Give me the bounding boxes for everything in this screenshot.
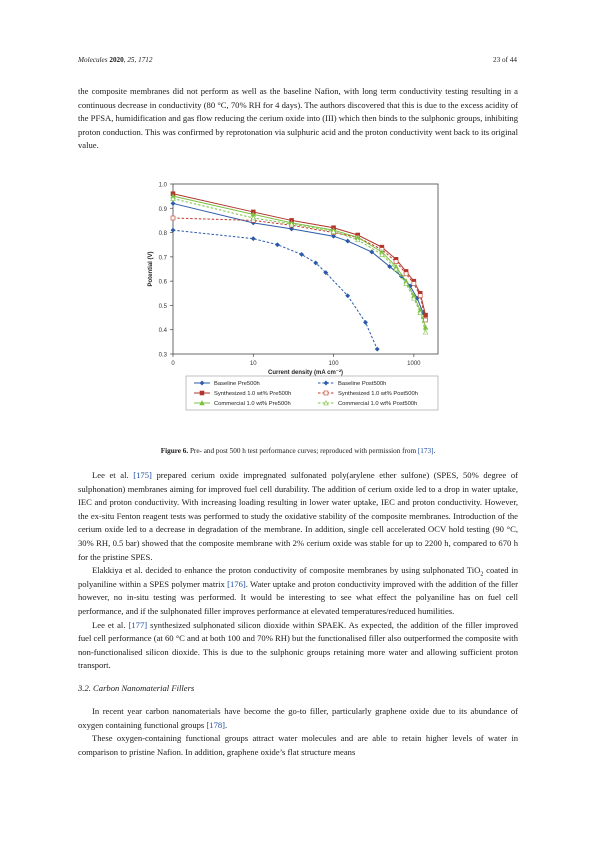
paragraph-carbon-2: These oxygen-containing functional groups attract water molecules and are able to retain higher levels of water in comparison to pristine Nafion. In addition, graphene oxide’s flat structure means bbox=[78, 733, 518, 757]
ref-link-175[interactable]: [175] bbox=[133, 470, 152, 480]
point-synthesized-1-0-wt-post500h bbox=[394, 260, 398, 264]
journal-volume: , 25, 1712 bbox=[123, 56, 153, 64]
paragraph-lee-177 bbox=[78, 619, 518, 673]
paragraph-carbon-1 bbox=[78, 705, 518, 732]
paragraph-continuation bbox=[78, 85, 518, 153]
ref-link-178[interactable]: [178] bbox=[206, 719, 226, 730]
x-axis-label: Current density (mA cm⁻²) bbox=[268, 370, 343, 376]
caption-ref-link[interactable]: [173] bbox=[417, 447, 434, 455]
point-synthesized-1-0-wt-post500h bbox=[412, 282, 416, 286]
y-tick-label: 1.0 bbox=[158, 182, 167, 189]
point-synthesized-1-0-wt-post500h bbox=[418, 294, 422, 298]
x-tick-label: 10 bbox=[249, 361, 257, 367]
legend-label-synthesized-1-0-wt-post500h: Synthesized 1.0 wt% Post500h bbox=[338, 391, 418, 398]
legend-label-commercial-1-0-wt-pre500h: Commercial 1.0 wt% Pre500h bbox=[214, 401, 291, 408]
y-tick-label: 0.7 bbox=[158, 255, 167, 262]
text-run: Lee et al. bbox=[92, 470, 134, 480]
text-run: In recent year carbon nanomaterials have become the go-to filler, particularly graphene oxide due to its abundance of oxygen containing functional groups bbox=[78, 706, 518, 730]
journal-year: 2020 bbox=[109, 56, 124, 64]
text-run: Elakkiya et al. decided to enhance the proton conductivity of composite membranes by using sulphonated TiO bbox=[92, 565, 481, 576]
page-number: 23 of 44 bbox=[493, 56, 517, 64]
legend-label-baseline-pre500h: Baseline Pre500h bbox=[214, 381, 260, 388]
text-run: . bbox=[225, 719, 228, 730]
body-section-carbon bbox=[78, 705, 518, 759]
legend-marker-synthesized-1-0-wt-pre500h bbox=[200, 391, 204, 395]
figure-caption bbox=[78, 447, 518, 455]
caption-end: . bbox=[433, 447, 436, 455]
caption-label: Figure 6. bbox=[160, 447, 189, 455]
paragraph-text: the composite membranes did not perform as well as the baseline Nafion, with long term conductivity testing resulting in a continuous decrease in conductivity (80 °C, 70% RH for 4 days). The authors discovered that this is due to the excess acidity of the PFSA, humidification and gas flow reducing the cerium oxide into (III) which then binds to the sulphonic groups, inhibiting proton conduction. This was confirmed by reprotonation via sulphuric acid and the proton conductivity went back to its original value. bbox=[78, 86, 518, 151]
x-tick-label: 100 bbox=[328, 361, 339, 367]
legend-label-commercial-1-0-wt-post500h: Commercial 1.0 wt% Post500h bbox=[338, 401, 418, 408]
journal-citation bbox=[78, 56, 152, 64]
body-section bbox=[78, 469, 518, 673]
y-tick-label: 0.9 bbox=[158, 206, 167, 213]
x-tick-label: 0 bbox=[171, 361, 175, 367]
text-run: . Water uptake and proton conductivity improved with the addition of the filler however, no in-situ testing was performed. It would be interesting to see what effect the polyaniline has on fuel cell performance, and if the sulphonated filler improves performance at elevated temperatures/reduced humilities. bbox=[78, 578, 518, 616]
y-tick-label: 0.3 bbox=[158, 352, 167, 359]
caption-text: Pre- and post 500 h test performance curves; reproduced with permission from bbox=[188, 447, 418, 455]
legend-label-synthesized-1-0-wt-pre500h: Synthesized 1.0 wt% Pre500h bbox=[214, 391, 292, 398]
text-run: prepared cerium oxide impregnated sulfonated poly(arylene ether sulfone) (SPES, 50% degree of sulphonation) membranes aiming for improved fuel cell durability. The addition of cerium oxide led to a drop in water uptake, IEC and proton conductivity. With increasing loading resulting in lower water uptake, IEC and proton conductivity. However, the ex-situ Fenton reagent tests was performed to study the oxidative stability of the composite membranes. Introduction of the cerium oxide led to a decrease in degradation of the membrane. In addition, single cell accelerated OCV hold testing (90 °C, 30% RH, 0.5 bar) showed that the composite membrane with 2% cerium oxide was stable for up to 2200 h, compared to 670 h for the pristine SPES. bbox=[78, 470, 518, 562]
paragraph-lee-175 bbox=[78, 469, 518, 564]
figure-6-chart bbox=[138, 176, 458, 416]
journal-name: Molecules bbox=[78, 56, 108, 64]
legend-label-baseline-post500h: Baseline Post500h bbox=[338, 381, 387, 388]
ref-link-177[interactable]: [177] bbox=[128, 619, 148, 630]
performance-curve-chart bbox=[138, 176, 458, 416]
x-tick-label: 1000 bbox=[407, 361, 421, 367]
point-synthesized-1-0-wt-post500h bbox=[404, 272, 408, 276]
legend-marker-synthesized-1-0-wt-post500h bbox=[324, 391, 328, 395]
section-heading: 3.2. Carbon Nanomaterial Fillers bbox=[78, 683, 195, 693]
text-run: Lee et al. bbox=[92, 619, 129, 630]
y-axis-label: Potential (V) bbox=[148, 251, 154, 287]
paragraph-elakkiya bbox=[78, 564, 518, 618]
text-run: synthesized sulphonated silicon dioxide within SPAEK. As expected, the addition of the filler improved fuel cell performance (at 60 °C and at both 100 and 70% RH) but the functionalised filler also outperformed the composite with non-functionalised silicon dioxide. This is due to the sulphonic groups retaining more water and allowing sufficient proton transport. bbox=[78, 619, 518, 671]
y-tick-label: 0.4 bbox=[158, 328, 167, 335]
point-synthesized-1-0-wt-post500h bbox=[171, 216, 175, 220]
y-tick-label: 0.8 bbox=[158, 231, 167, 238]
ref-link-176[interactable]: [176] bbox=[227, 578, 246, 589]
y-tick-label: 0.5 bbox=[158, 303, 167, 310]
y-tick-label: 0.6 bbox=[158, 279, 167, 286]
text-run: coated in polyaniline within a SPES polymer matrix bbox=[78, 565, 519, 589]
subscript: 2 bbox=[480, 571, 484, 578]
